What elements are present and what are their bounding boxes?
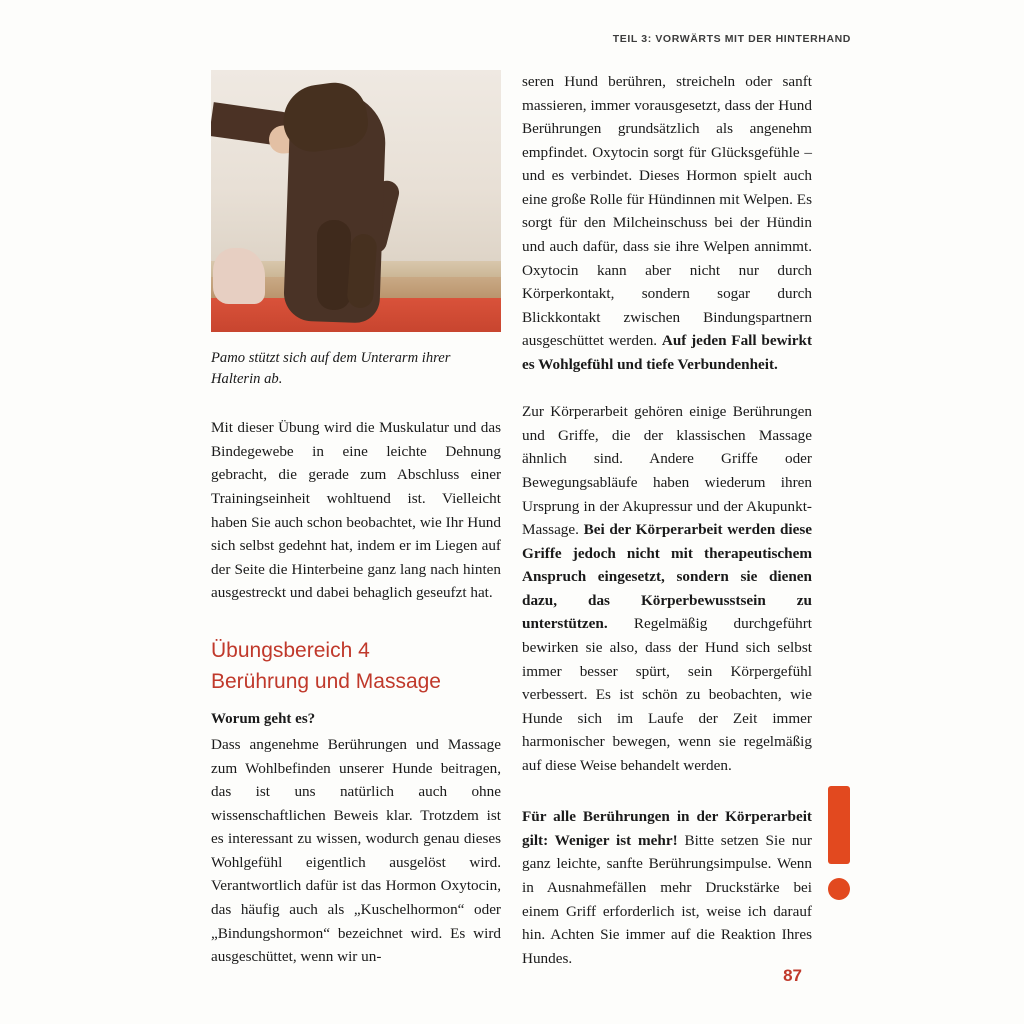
left-paragraph-2: Dass angenehme Berührungen und Massage zum Wohlbefinden unserer Hunde beitragen, das ist uns natürlich auch ohne wissenschaftlichen Beweis klar. Trotzdem ist es interessant zu wissen, wodurch genau dieses Wohlgefühl eigentlich ausgelöst wird. Verantwortlich dafür ist das Hormon Oxytocin, das häufig auch als „Kuschelhormon“ oder „Bindungshormon“ bezeichnet wird. Es wird ausgeschüttet, wenn wir un- [211, 736, 501, 966]
subheading-worum-geht-es: Worum geht es? [211, 710, 316, 727]
right-paragraph-2-text-start: Zur Körperarbeit gehören einige Berührungen und Griffe, die der klassischen Massage ähnlich sind. Andere Griffe oder Bewegungsabläufe haben wiederum ihren Ursprung in der Akupressur und der Akupunkt-Massage. [522, 403, 812, 539]
attention-note-text: Bitte setzen Sie nur ganz leichte, sanfte Berührungsimpulse. Wenn in Ausnahmefällen mehr Druckstärke bei einem Griff erforderlich ist, weise ich darauf hin. Achten Sie immer auf die Reaktion Ihres Hundes. [522, 831, 812, 967]
right-paragraph-2-text-end: Regelmäßig durchgeführt bewirken sie also, dass der Hund sich selbst immer besser spürt, sein Körpergefühl verbessert. Es ist schön zu beobachten, wie Hunde sich im Laufe der Zeit immer harmonischer bewegen, wenn sie regelmäßig auf diese Weise behandelt werden. [522, 615, 812, 774]
section-heading-line-1: Übungsbereich 4 [211, 638, 370, 662]
photo-cushion [213, 248, 265, 304]
right-paragraph-1 [522, 70, 812, 376]
right-paragraph-1-text: seren Hund berühren, streicheln oder sanft massieren, immer vorausgesetzt, dass der Hund Berührungen grundsätzlich als angenehm empfindet. Oxytocin sorgt für Glücksgefühle – und es verbindet. Dieses Hormon spielt auch eine große Rolle für Hündinnen mit Welpen. Es sorgt für den Milcheinschuss bei der Hündin und auch dafür, dass sie ihre Welpen annimmt. Oxytocin kann aber nicht nur durch Körperkontakt, sondern sogar durch Blickkontakt zwischen Bindungspartnern ausgeschüttet werden. [522, 73, 812, 350]
right-paragraph-1-emphasis: Auf jeden Fall bewirkt es Wohlgefühl und tiefe Verbundenheit. [522, 332, 813, 373]
left-column [211, 70, 501, 969]
exclamation-bar [828, 786, 850, 864]
exclamation-dot [828, 878, 850, 900]
right-paragraph-2 [522, 400, 812, 777]
photo-dog-hind-leg-second [346, 233, 377, 309]
attention-note [522, 805, 812, 970]
dog-photo [211, 70, 501, 332]
exclamation-mark-icon [828, 786, 850, 900]
page-number: 87 [783, 966, 802, 985]
section-heading-line-2: Berührung und Massage [211, 670, 441, 694]
photo-dog-hind-leg [317, 220, 351, 310]
running-head: TEIL 3: VORWÄRTS MIT DER HINTERHAND [612, 33, 851, 45]
left-paragraph-1: Mit dieser Übung wird die Muskulatur und das Bindegewebe in eine leichte Dehnung gebracht, die gerade zum Abschluss einer Trainingseinheit wohltuend ist. Vielleicht haben Sie auch schon beobachtet, wie Ihr Hund sich selbst gedehnt hat, indem er im Liegen auf der Seite die Hinterbeine ganz lang nach hinten ausgestreckt und dabei behaglich geseufzt hat. [211, 419, 501, 602]
figure-caption: Pamo stützt sich auf dem Unterarm ihrer Halterin ab. [211, 350, 451, 388]
attention-note-emphasis: Für alle Berührungen in der Körperarbeit gilt: Weniger ist mehr! [522, 808, 812, 849]
section-heading [211, 635, 501, 698]
right-paragraph-2-emphasis: Bei der Körperarbeit werden diese Griffe jedoch nicht mit therapeutischem Anspruch eingesetzt, sondern sie dienen dazu, das Körperbewusstsein zu unterstützen. [522, 521, 812, 633]
right-column [522, 70, 812, 970]
